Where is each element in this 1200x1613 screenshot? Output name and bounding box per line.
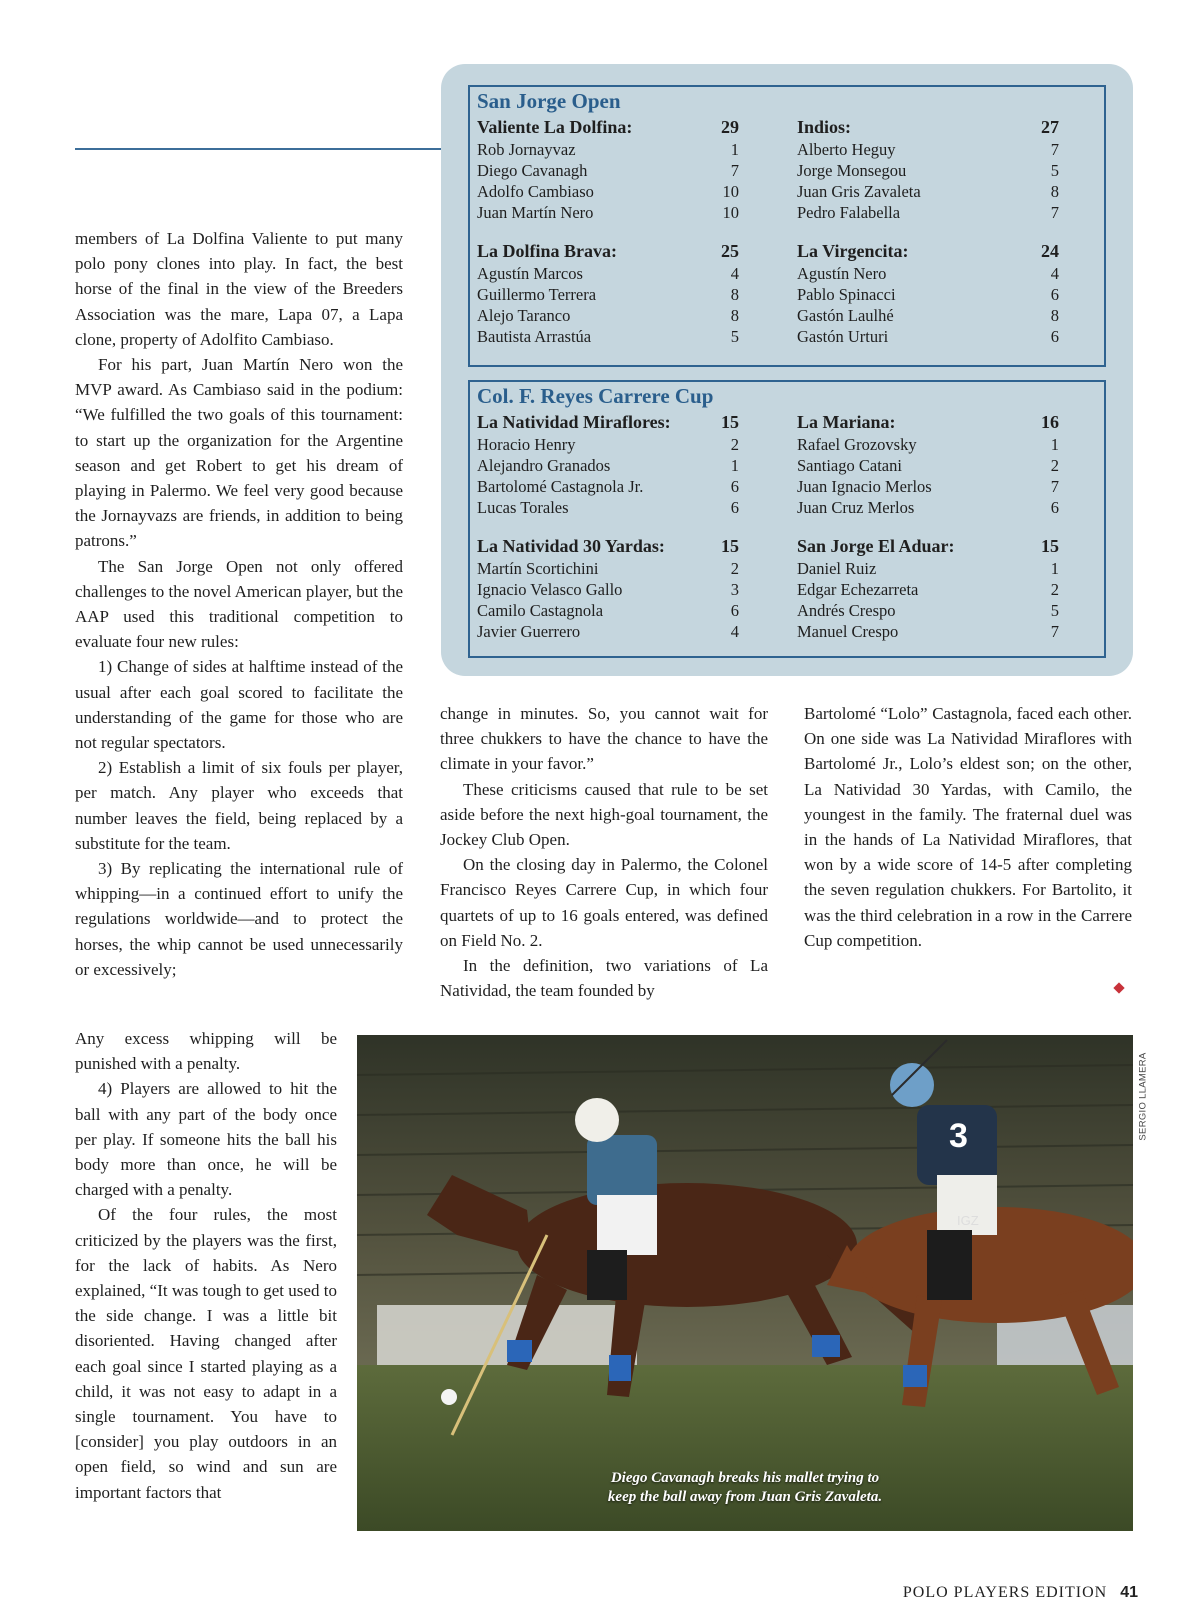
player-name: Rafael Grozovsky	[797, 435, 917, 454]
player-goals: 4	[730, 264, 739, 283]
player-goals: 6	[1050, 498, 1059, 517]
player-row	[797, 160, 1059, 181]
article-column-1-lower	[75, 1026, 337, 1505]
player-row	[797, 202, 1059, 223]
player-goals: 4	[730, 622, 739, 641]
player-row	[797, 579, 1059, 600]
player-name: Juan Ignacio Merlos	[797, 477, 932, 496]
end-mark-icon	[1113, 982, 1124, 993]
team-name: La Virgencita:	[797, 241, 909, 261]
player-name: Martín Scortichini	[477, 559, 599, 578]
player-name: Daniel Ruiz	[797, 559, 877, 578]
caption-line: keep the ball away from Juan Gris Zavaleta.	[607, 1489, 883, 1505]
player-goals: 3	[730, 580, 739, 599]
player-goals: 8	[730, 306, 739, 325]
team-name: La Natividad 30 Yardas:	[477, 536, 665, 556]
player-goals: 7	[1050, 622, 1059, 641]
photo-credit	[1137, 1037, 1149, 1157]
player-goals: 7	[1050, 477, 1059, 496]
player-name: Adolfo Cambiaso	[477, 182, 594, 201]
player-name: Alejo Taranco	[477, 306, 571, 325]
player-row	[477, 263, 739, 284]
article-column-3	[804, 701, 1132, 953]
player-row	[797, 181, 1059, 202]
player-name: Bautista Arrastúa	[477, 327, 592, 346]
polo-scene-illustration	[357, 1035, 1133, 1531]
player-name: Diego Cavanagh	[477, 161, 588, 180]
jersey-number: 3	[949, 1117, 968, 1155]
team-block	[797, 535, 1059, 642]
team-block	[477, 240, 739, 347]
player-row	[797, 284, 1059, 305]
tournament-title: San Jorge Open	[477, 89, 621, 113]
team-block	[797, 116, 1059, 223]
player-name: Javier Guerrero	[477, 622, 581, 641]
player-name: Horacio Henry	[477, 435, 576, 454]
player-name: Rob Jornayvaz	[477, 140, 576, 159]
team-name: Indios:	[797, 117, 852, 137]
player-goals: 6	[1050, 327, 1059, 346]
player-row	[797, 434, 1059, 455]
score-box	[441, 64, 1133, 676]
article-paragraph: 1) Change of sides at halftime instead of the usual after each goal scored to facilitate the understanding of the game for those who are not regular spectators.	[75, 657, 403, 753]
player-name: Edgar Echezarreta	[797, 580, 919, 599]
team-header	[797, 411, 1059, 434]
player-goals: 2	[730, 435, 739, 454]
player-name: Alberto Heguy	[797, 140, 896, 159]
team-score: 29	[721, 117, 739, 137]
player-goals: 7	[1050, 140, 1059, 159]
team-header	[477, 535, 739, 558]
player-row	[477, 621, 739, 642]
team-block	[477, 116, 739, 223]
player-name: Santiago Catani	[797, 456, 902, 475]
team-header	[477, 411, 739, 434]
article-paragraph: Of the four rules, the most criticized by the players was the first, for the lack of habits. As Nero explained, “It was tough to get used to the side change. I was a little bit disoriented. Having changed after each goal since I started playing as a child, it was not easy to adapt in a single tournament. You have to [consider] you play outdoors in an open field, so wind and sun are important factors that	[75, 1205, 337, 1502]
player-name: Juan Gris Zavaleta	[797, 182, 921, 201]
team-score: 15	[721, 412, 739, 432]
caption-line: Diego Cavanagh breaks his mallet trying to	[610, 1470, 880, 1486]
player-goals: 8	[730, 285, 739, 304]
player-row	[477, 284, 739, 305]
player-goals: 5	[1050, 601, 1059, 620]
player-name: Pablo Spinacci	[797, 285, 896, 304]
player-goals: 2	[1050, 456, 1059, 475]
player-row	[797, 558, 1059, 579]
player-name: Guillermo Terrera	[477, 285, 597, 304]
player-row	[477, 558, 739, 579]
team-score: 27	[1041, 117, 1059, 137]
player-name: Jorge Monsegou	[797, 161, 907, 180]
player-goals: 8	[1050, 306, 1059, 325]
article-paragraph: In the definition, two variations of La Natividad, the team founded by	[440, 956, 768, 1001]
article-paragraph: change in minutes. So, you cannot wait for three chukkers to have the chance to have the climate in your favor.”	[440, 704, 768, 774]
player-row	[477, 434, 739, 455]
team-score: 15	[1041, 536, 1059, 556]
player-name: Juan Martín Nero	[477, 203, 594, 222]
player-row	[797, 455, 1059, 476]
player-name: Camilo Castagnola	[477, 601, 604, 620]
player-name: Andrés Crespo	[797, 601, 896, 620]
player-row	[477, 202, 739, 223]
player-goals: 1	[730, 456, 739, 475]
player-goals: 10	[722, 203, 739, 222]
player-row	[797, 305, 1059, 326]
player-name: Gastón Laulhé	[797, 306, 894, 325]
player-name: Pedro Falabella	[797, 203, 901, 222]
player-goals: 2	[730, 559, 739, 578]
player-name: Juan Cruz Merlos	[797, 498, 915, 517]
team-header	[797, 116, 1059, 139]
player-row	[477, 497, 739, 518]
player-row	[797, 600, 1059, 621]
article-column-1	[75, 226, 403, 982]
article-paragraph: These criticisms caused that rule to be set aside before the next high-goal tournament, the Jockey Club Open.	[440, 779, 768, 850]
tournament-san-jorge-open	[468, 85, 1106, 367]
team-score: 16	[1041, 412, 1059, 432]
photo-credit-text: SERGIO LLAMERA	[1137, 1052, 1149, 1141]
team-name: San Jorge El Aduar:	[797, 536, 955, 556]
photo-caption	[357, 1469, 1133, 1507]
article-paragraph: 3) By replicating the international rule of whipping—in a continued effort to unify the regulations worldwide—and to protect the horses, the whip cannot be used unnecessarily or excessively;	[75, 859, 403, 979]
article-paragraph: members of La Dolfina Valiente to put many polo pony clones into play. In fact, the best horse of the final in the view of the Breeders Association was the mare, Lapa 07, a Lapa clone, property of Adolfito Cambiaso.	[75, 229, 403, 349]
player-goals: 1	[1050, 559, 1059, 578]
player-goals: 2	[1050, 580, 1059, 599]
page-footer	[903, 1584, 1138, 1602]
player-row	[477, 455, 739, 476]
player-goals: 5	[1050, 161, 1059, 180]
article-paragraph: 2) Establish a limit of six fouls per player, per match. Any player who exceeds that number leaves the field, being replaced by a substitute for the team.	[75, 758, 403, 853]
player-goals: 1	[730, 140, 739, 159]
player-row	[477, 600, 739, 621]
player-row	[797, 139, 1059, 160]
team-block	[477, 411, 739, 518]
team-header	[477, 240, 739, 263]
player-row	[477, 305, 739, 326]
player-row	[477, 181, 739, 202]
team-header	[797, 535, 1059, 558]
player-goals: 6	[730, 601, 739, 620]
player-name: Ignacio Velasco Gallo	[477, 580, 623, 599]
player-row	[797, 263, 1059, 284]
player-name: Agustín Nero	[797, 264, 887, 283]
page-number: 41	[1120, 1584, 1138, 1601]
tournament-title: Col. F. Reyes Carrere Cup	[477, 384, 714, 408]
article-paragraph: For his part, Juan Martín Nero won the MVP award. As Cambiaso said in the podium: “We fulfilled the two goals of this tournament: to start up the organization for the Argentine season and get Robert to get his dream of playing in Palermo. We feel very good because the Jornayvazs are friends, in addition to being patrons.”	[75, 355, 403, 551]
player-goals: 7	[1050, 203, 1059, 222]
saddle-cloth-text: IGZ	[957, 1213, 979, 1228]
player-name: Agustín Marcos	[477, 264, 583, 283]
team-name: Valiente La Dolfina:	[477, 117, 633, 137]
article-paragraph: Bartolomé “Lolo” Castagnola, faced each other. On one side was La Natividad Miraflores with Bartolomé Jr., Lolo’s eldest son; on the other, La Natividad 30 Yardas, with Camilo, the youngest in the family. The fraternal duel was in the hands of La Natividad Miraflores, that won by a wide score of 14-5 after completing the seven regulation chukkers. For Bartolito, it was the third celebration in a row in the Carrere Cup competition.	[804, 704, 1132, 950]
player-row	[477, 476, 739, 497]
player-goals: 1	[1050, 435, 1059, 454]
player-name: Gastón Urturi	[797, 327, 889, 346]
team-header	[477, 116, 739, 139]
section-rule	[75, 148, 441, 150]
team-name: La Mariana:	[797, 412, 896, 432]
article-paragraph: Any excess whipping will be punished with a penalty.	[75, 1029, 337, 1074]
player-goals: 7	[730, 161, 739, 180]
team-block	[797, 240, 1059, 347]
player-row	[477, 326, 739, 347]
player-goals: 8	[1050, 182, 1059, 201]
player-name: Alejandro Granados	[477, 456, 611, 475]
player-goals: 5	[730, 327, 739, 346]
team-score: 24	[1041, 241, 1059, 261]
tournament-reyes-carrere-cup	[468, 380, 1106, 658]
player-row	[477, 579, 739, 600]
publication-name: POLO PLAYERS EDITION	[902, 1584, 1108, 1601]
article-column-2	[440, 701, 768, 1003]
player-goals: 10	[722, 182, 739, 201]
player-goals: 6	[730, 498, 739, 517]
team-header	[797, 240, 1059, 263]
team-block	[797, 411, 1059, 518]
player-name: Lucas Torales	[477, 498, 569, 517]
player-name: Manuel Crespo	[797, 622, 899, 641]
player-row	[477, 139, 739, 160]
player-row	[797, 497, 1059, 518]
player-row	[797, 326, 1059, 347]
article-paragraph: 4) Players are allowed to hit the ball with any part of the body once per play. If someone hits the ball his body more than once, he will be charged with a penalty.	[75, 1079, 337, 1200]
article-paragraph: The San Jorge Open not only offered challenges to the novel American player, but the AAP used this traditional competition to evaluate four new rules:	[75, 556, 403, 652]
player-goals: 4	[1050, 264, 1059, 283]
player-row	[797, 621, 1059, 642]
team-score: 25	[721, 241, 739, 261]
polo-photo	[357, 1035, 1133, 1531]
player-row	[477, 160, 739, 181]
player-goals: 6	[1050, 285, 1059, 304]
team-score: 15	[721, 536, 739, 556]
player-goals: 6	[730, 477, 739, 496]
team-name: La Natividad Miraflores:	[477, 412, 671, 432]
team-name: La Dolfina Brava:	[477, 241, 618, 261]
team-block	[477, 535, 739, 642]
article-paragraph: On the closing day in Palermo, the Colonel Francisco Reyes Carrere Cup, in which four quartets of up to 16 goals entered, was defined on Field No. 2.	[440, 855, 768, 950]
player-row	[797, 476, 1059, 497]
player-name: Bartolomé Castagnola Jr.	[477, 477, 644, 496]
